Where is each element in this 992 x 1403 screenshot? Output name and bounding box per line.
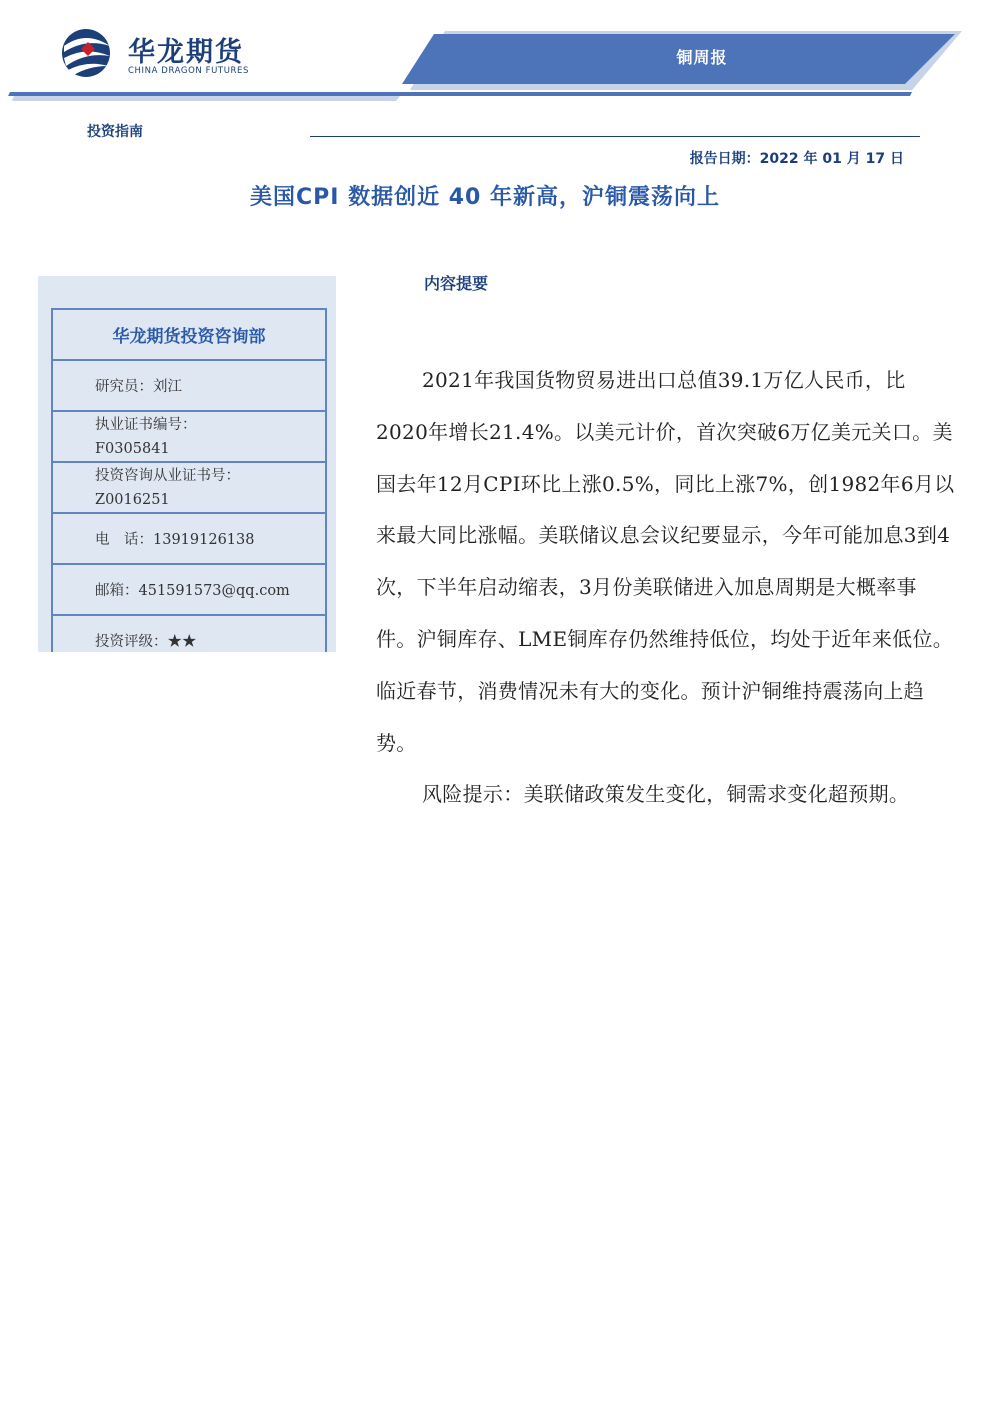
report-title: 美国CPI 数据创近 40 年新高，沪铜震荡向上 (249, 185, 721, 210)
investment-rating: 投资评级：★★ (53, 616, 325, 652)
report-date: 报告日期：2022 年 01 月 17 日 (689, 151, 904, 167)
license-value: F0305841 (95, 440, 170, 457)
brand-name-english: CHINA DRAGON FUTURES (128, 66, 250, 76)
company-logo-icon (58, 26, 118, 82)
summary-heading: 内容提要 (424, 274, 489, 293)
report-type-label: 铜周报 (676, 48, 728, 67)
license-label: 执业证书编号： (95, 416, 197, 433)
section-label: 投资指南 (87, 124, 143, 140)
divider (310, 136, 920, 137)
advisory-certificate (53, 463, 325, 514)
brand-name: 华龙期货 (128, 37, 244, 68)
phone-number: 电 话：13919126138 (53, 514, 325, 565)
email-address: 邮箱：451591573@qq.com (53, 565, 325, 616)
advisory-label: 投资咨询从业证书号： (95, 467, 240, 484)
analyst-info-panel (38, 276, 336, 652)
summary-paragraph: 2021年我国货物贸易进出口总值39.1万亿人民币，比2020年增长21.4%。以美元计价，首次突破6万亿美元关口。美国去年12月CPI环比上涨0.5%，同比上涨7%，创1982年6月以来最大同比涨幅。美联储议息会议纪要显示，今年可能加息3到4次，下半年启动缩表，3月份美联储进入加息周期是大概率事件。沪铜库存、LME铜库存仍然维持低位，均处于近年来低位。临近春节，消费情况未有大的变化。预计沪铜维持震荡向上趋势。 (376, 368, 955, 755)
license-number (53, 412, 325, 463)
summary-body (376, 355, 956, 821)
analyst-name: 研究员：刘江 (53, 361, 325, 412)
analyst-info-table (51, 308, 327, 652)
department-name: 华龙期货投资咨询部 (53, 310, 325, 361)
advisory-value: Z0016251 (95, 491, 170, 508)
risk-warning-paragraph: 风险提示：美联储政策发生变化，铜需求变化超预期。 (422, 782, 910, 807)
